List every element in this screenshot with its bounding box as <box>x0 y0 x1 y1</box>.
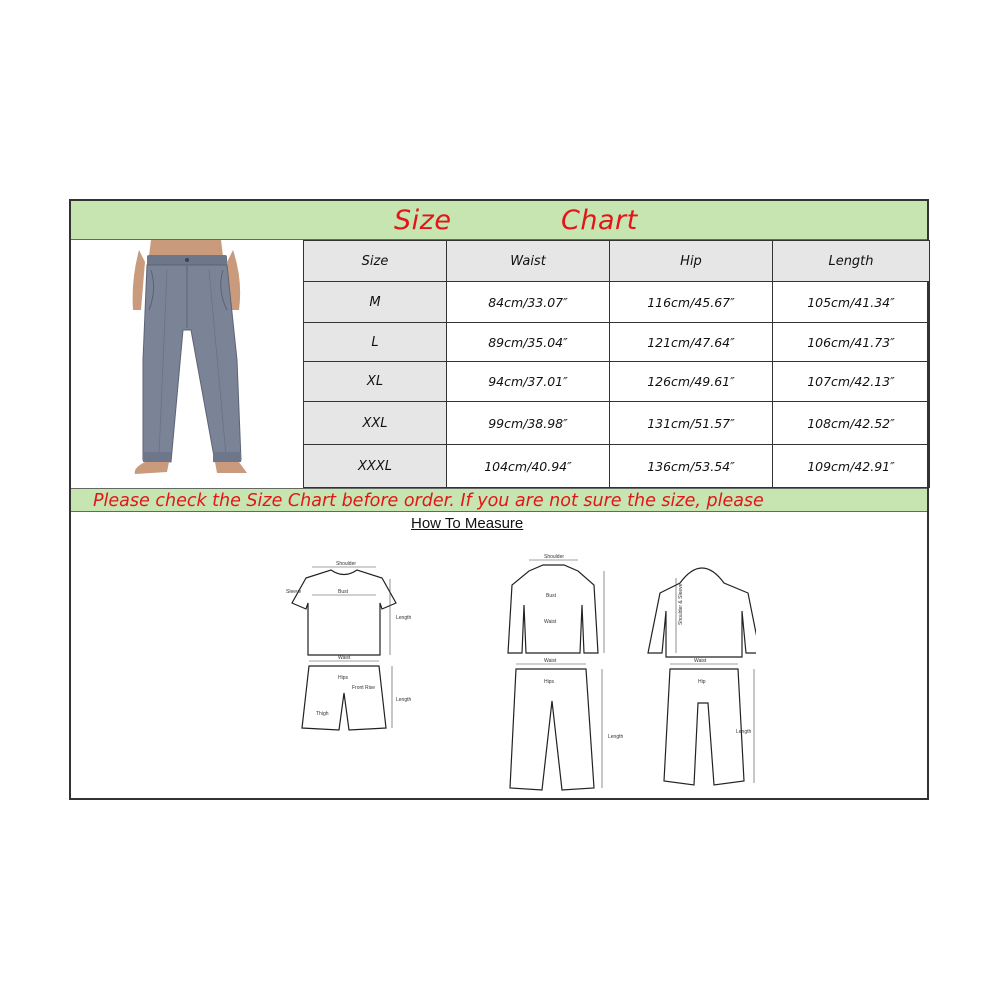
header-waist: Waist <box>447 241 610 282</box>
hip-cell: 136cm/53.54″ <box>610 445 773 488</box>
label-thigh: Thigh <box>316 711 329 717</box>
label-waist: Waist <box>544 658 557 664</box>
label-hip: Hip <box>698 679 706 685</box>
label-hips: Hips <box>544 679 555 685</box>
table-header-row <box>304 241 930 282</box>
table-row <box>304 323 930 362</box>
tshirt-icon <box>292 570 396 655</box>
length-cell: 109cm/42.91″ <box>773 445 930 488</box>
size-cell: L <box>304 323 447 362</box>
label-bust: Bust <box>338 589 349 595</box>
hip-cell: 126cm/49.61″ <box>610 362 773 402</box>
header-hip: Hip <box>610 241 773 282</box>
size-cell: XXXL <box>304 445 447 488</box>
label-waist: Waist <box>544 619 557 625</box>
label-hips: Hips <box>338 675 349 681</box>
table-row <box>304 402 930 445</box>
size-chart-frame <box>69 199 929 800</box>
label-waist: Waist <box>694 658 707 664</box>
title-size: Size <box>394 205 452 236</box>
label-sleeve: Sleeve <box>286 589 302 595</box>
label-length: Length <box>736 729 752 735</box>
waist-cell: 89cm/35.04″ <box>447 323 610 362</box>
label-length: Length <box>608 734 624 740</box>
table-row <box>304 445 930 488</box>
length-cell: 105cm/41.34″ <box>773 282 930 323</box>
title-bar <box>71 201 927 240</box>
order-note: Please check the Size Chart before order. If you are not sure the size, please <box>71 488 927 512</box>
label-shoulder-sleeve: Shoulder & Sleeve <box>678 583 684 625</box>
length-cell: 106cm/41.73″ <box>773 323 930 362</box>
size-table <box>303 240 930 488</box>
label-bust: Bust <box>546 593 557 599</box>
size-cell: XL <box>304 362 447 402</box>
table-row <box>304 362 930 402</box>
label-length: Length <box>396 697 412 703</box>
waist-cell: 99cm/38.98″ <box>447 402 610 445</box>
product-photo <box>71 240 303 487</box>
label-front-rise: Front Rise <box>352 685 376 691</box>
waist-cell: 94cm/37.01″ <box>447 362 610 402</box>
pants-model-image <box>71 240 303 487</box>
title-chart: Chart <box>561 205 638 236</box>
header-length: Length <box>773 241 930 282</box>
trousers-icon <box>510 669 594 790</box>
hip-cell: 121cm/47.64″ <box>610 323 773 362</box>
size-cell: XXL <box>304 402 447 445</box>
label-shoulder: Shoulder <box>336 561 357 567</box>
hoodie-icon <box>648 568 756 657</box>
label-length: Length <box>396 615 412 621</box>
length-cell: 107cm/42.13″ <box>773 362 930 402</box>
how-to-measure-diagram <box>246 533 756 801</box>
size-cell: M <box>304 282 447 323</box>
hip-cell: 116cm/45.67″ <box>610 282 773 323</box>
label-waist: Waist <box>338 655 351 661</box>
joggers-icon <box>664 669 744 785</box>
how-to-measure-title: How To Measure <box>411 515 524 532</box>
length-cell: 108cm/42.52″ <box>773 402 930 445</box>
label-shoulder: Shoulder <box>544 554 565 560</box>
shirt-icon <box>508 565 598 653</box>
header-size: Size <box>304 241 447 282</box>
table-row <box>304 282 930 323</box>
waist-cell: 84cm/33.07″ <box>447 282 610 323</box>
waist-cell: 104cm/40.94″ <box>447 445 610 488</box>
hip-cell: 131cm/51.57″ <box>610 402 773 445</box>
